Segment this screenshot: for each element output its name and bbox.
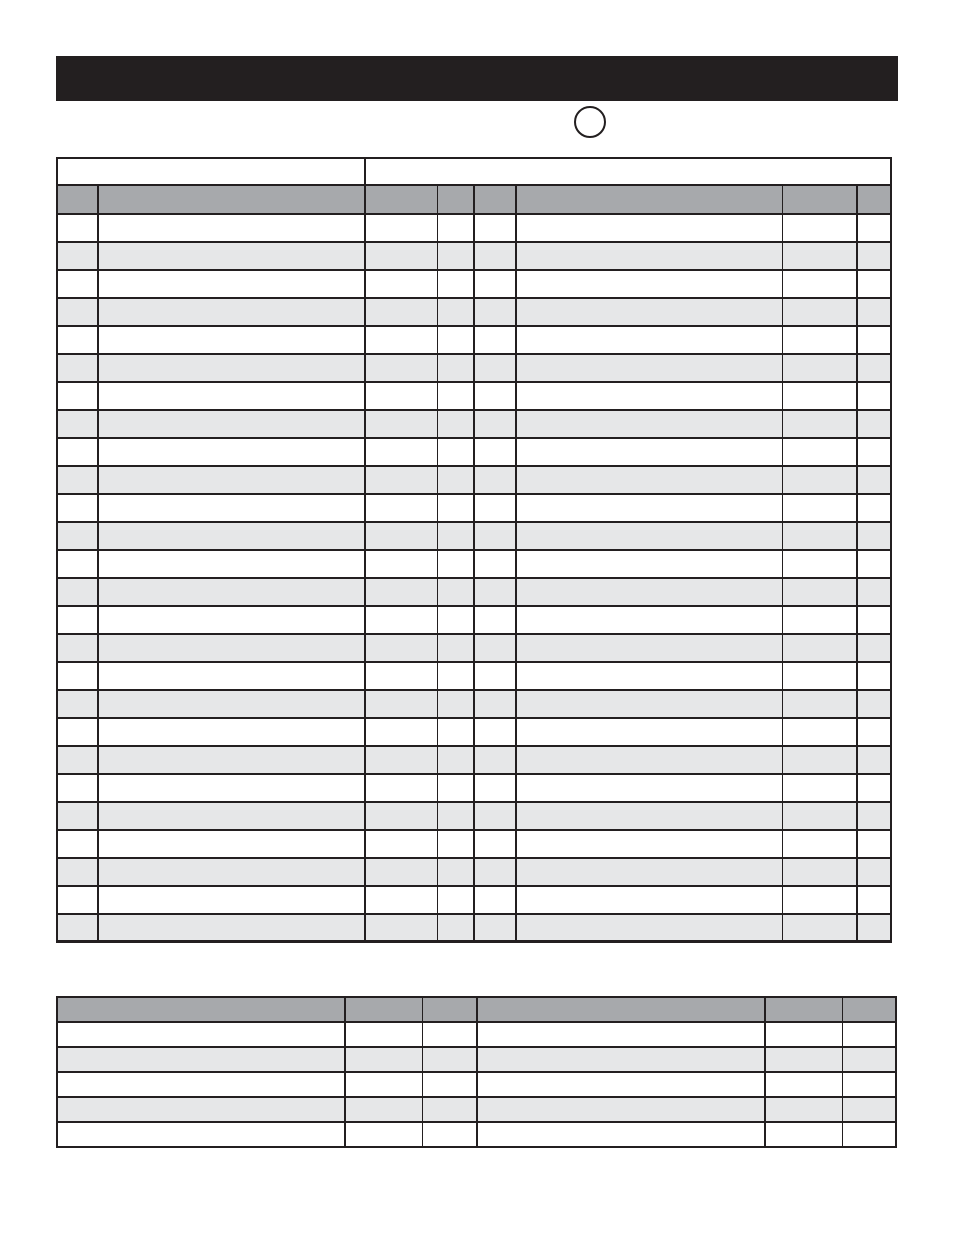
- page-banner: [56, 56, 898, 101]
- top-table-outline: [56, 157, 892, 942]
- circle-marker: [574, 106, 606, 138]
- bottom-table-outline: [56, 996, 897, 1148]
